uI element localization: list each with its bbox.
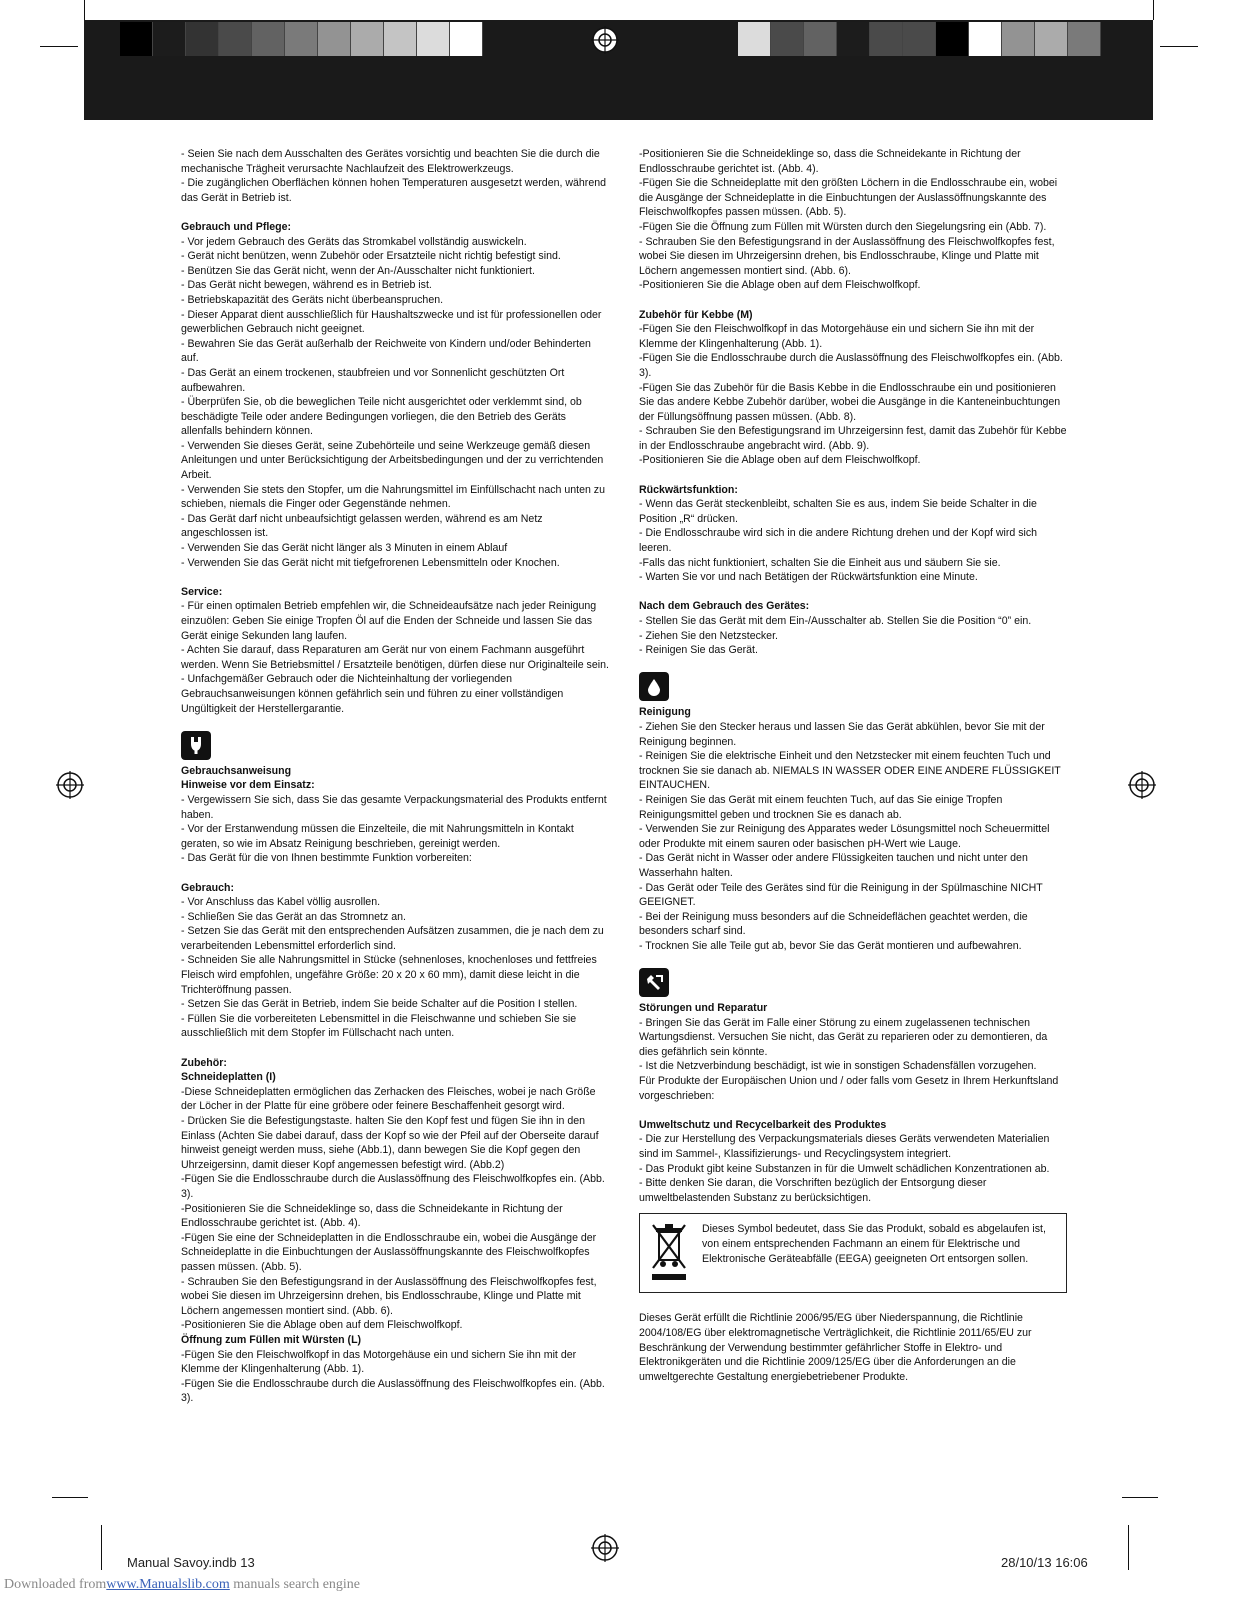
color-swatch <box>771 22 804 56</box>
color-swatch <box>318 22 351 56</box>
left-column <box>181 147 610 1406</box>
list-item: -Fügen Sie die Öffnung zum Füllen mit Würsten durch den Siegelungsring ein (Abb. 7). <box>639 220 1047 233</box>
list-item: - Trocknen Sie alle Teile gut ab, bevor Sie das Gerät montieren und aufbewahren. <box>639 939 1022 952</box>
list-item: - Bringen Sie das Gerät im Falle einer Störung zu einem zugelassenen technischen Wartungsdienst. Versuchen Sie nicht, das Gerät zu reparieren oder zu demontieren, da dies gefährlich sein könnte. <box>639 1016 1048 1058</box>
cleaning-section <box>639 672 1067 953</box>
list-item: - Bei der Reinigung muss besonders auf die Schneideflächen geachtet werden, die besonders scharf sind. <box>639 910 1028 938</box>
crop-mark <box>1160 46 1198 47</box>
list-item: - Das Gerät nicht in Wasser oder andere Flüssigkeiten tauchen und nicht unter den Wasserhahn halten. <box>639 852 1028 879</box>
list-item: -Fügen Sie den Fleischwolfkopf in das Motorgehäuse ein und sichern Sie ihn mit der Klemme der Klingenhalterung (Abb. 1). <box>181 1348 577 1376</box>
list-item: -Positionieren Sie die Ablage oben auf dem Fleischwolfkopf. <box>181 1319 463 1332</box>
wrench-icon <box>639 968 669 997</box>
crop-mark <box>1128 1525 1129 1570</box>
list-item: - Schrauben Sie den Befestigungsrand in der Auslassöffnung des Fleischwolfkopfes fest, wobei Sie diesen im Uhrzeigersinn drehen, bis Endlosschraube, Klinge und Platte mit Löchern angemessen montiert sind. (Abb. 6). <box>181 1275 597 1317</box>
list-item: - Bewahren Sie das Gerät außerhalb der Reichweite von Kindern und/oder Behinderten auf. <box>181 337 591 365</box>
color-swatch <box>903 22 936 56</box>
list-item: - Füllen Sie die vorbereiteten Lebensmittel in die Fleischwanne und schieben Sie sie ausschließlich mit dem Stopfer im Füllschacht nach unten. <box>181 1012 577 1040</box>
list-item: - Schließen Sie das Gerät an das Stromnetz an. <box>181 910 406 923</box>
download-suffix: manuals search engine <box>229 1577 361 1592</box>
list-item: - Für einen optimalen Betrieb empfehlen wir, die Schneideaufsätze nach jeder Reinigung einzuölen: Geben Sie einige Tropfen Öl auf die Enden der Schneide und lassen Sie das Gerät einige Sekunden lang laufen. <box>181 600 597 642</box>
list-item: - Das Gerät an einem trockenen, staubfreien und vor Sonnenlicht geschützten Ort aufbewahren. <box>181 366 565 394</box>
list-item: -Positionieren Sie die Schneideklinge so, dass die Schneidekante in Richtung der Endlosschraube gerichtet ist. (Abb. 4). <box>639 148 1021 175</box>
list-item: - Reinigen Sie das Gerät. <box>639 644 758 657</box>
color-calibration-strip-left <box>120 22 483 56</box>
repair-section <box>639 968 1067 1103</box>
list-item: - Das Gerät nicht bewegen, während es in Betrieb ist. <box>181 279 432 292</box>
crop-mark <box>101 1525 102 1570</box>
section-heading: Rückwärtsfunktion: <box>639 483 738 496</box>
list-item: - Stellen Sie das Gerät mit dem Ein-/Ausschalter ab. Stellen Sie die Position “0” ein. <box>639 615 1032 627</box>
color-swatch <box>837 22 870 56</box>
color-swatch <box>1002 22 1035 56</box>
registration-mark-icon <box>590 25 620 55</box>
download-notice <box>4 1577 360 1593</box>
crop-mark <box>1122 1497 1158 1498</box>
list-item: - Ziehen Sie den Stecker heraus und lassen Sie das Gerät abkühlen, bevor Sie mit der Reinigung beginnen. <box>639 720 1045 748</box>
list-item: - Das Produkt gibt keine Substanzen in für die Umwelt schädlichen Konzentrationen ab. <box>639 1162 1050 1175</box>
color-swatch <box>120 22 153 56</box>
crop-mark <box>40 46 78 47</box>
color-swatch <box>219 22 252 56</box>
crop-mark <box>84 0 85 20</box>
list-item: - Die zur Herstellung des Verpackungsmaterials dieses Geräts verwendeten Materialien sind im Sammel-, Klassifizierungs- und Recyclingsystem integriert. <box>639 1133 1050 1160</box>
list-item: - Bitte denken Sie daran, die Vorschriften bezüglich der Entsorgung dieser umweltbelastenden Substanz zu berücksichtigen. <box>639 1177 987 1204</box>
crossed-bin-icon <box>650 1222 688 1284</box>
section-heading: Reinigung <box>639 706 691 719</box>
section-heading: Störungen und Reparatur <box>639 1002 768 1015</box>
paragraph: - Seien Sie nach dem Ausschalten des Gerätes vorsichtig und beachten Sie die durch die mechanische Trägheit verursachte Nachlaufzeit des Elektrowerkzeugs. <box>181 148 600 175</box>
list-item: - Dieser Apparat dient ausschließlich für Haushaltszwecke und ist für professionellen oder gewerblichen Gebrauch nicht geeignet. <box>181 308 602 336</box>
list-item: - Unfachgemäßer Gebrauch oder die Nichteinhaltung der vorliegenden Gebrauchsanweisungen können gefährlich sein und führen zu einer vollständigen Ungültigkeit der Herstellergarantie. <box>181 673 564 715</box>
list-item: -Fügen Sie eine der Schneideplatten in die Endlosschraube ein, wobei die Ausgänge der Schneideplatte in die Einbuchtungen der Auslassöffnungskannte des Fleischwolfkopfes passen müssen. (Abb. 5). <box>181 1231 597 1273</box>
color-swatch <box>351 22 384 56</box>
list-item: - Reinigen Sie die elektrische Einheit und den Netzstecker mit einem feuchten Tuch und trocknen Sie sie danach ab. NIEMALS IN WASSER ODER EINE ANDERE FLÜSSIGKEIT EINTAUCHEN. <box>639 750 1061 792</box>
list-item: -Positionieren Sie die Schneideklinge so, dass die Schneidekante in Richtung der Endlosschraube gerichtet ist. (Abb. 4). <box>181 1202 563 1230</box>
color-swatch <box>153 22 186 56</box>
crop-mark <box>1153 0 1154 20</box>
list-item: -Fügen Sie die Schneideplatte mit den größten Löchern in die Endlosschraube ein, wobei die Ausgänge der Schneideplatte in die Einbuchtungen der Auslassöffnungskannte des Fleischwolfkopfes passen müssen. (Abb. 5). <box>639 177 1058 219</box>
section-heading: Gebrauch: <box>181 881 234 894</box>
list-item: - Gerät nicht benützen, wenn Zubehör oder Ersatzteile nicht richtig befestigt sind. <box>181 250 561 263</box>
section-heading: Zubehör: <box>181 1056 227 1069</box>
list-item: - Schrauben Sie den Befestigungsrand im Uhrzeigersinn fest, damit das Zubehör für Kebbe in der Endlosschraube angebracht wird. (Abb. 9). <box>639 425 1067 452</box>
section-heading: Zubehör für Kebbe (M) <box>639 308 753 321</box>
list-item: - Vor Anschluss das Kabel völlig ausrollen. <box>181 896 381 909</box>
list-item: -Fügen Sie die Endlosschraube durch die Auslassöffnung des Fleischwolfkopfes ein. (Abb. 3). <box>181 1173 605 1200</box>
directive-text: Dieses Gerät erfüllt die Richtlinie 2006/95/EG über Niederspannung, die Richtlinie 2004/108/EG über elektromagnetische Verträglichkeit, die Richtlinie 2011/65/EU zur Beschränkung der Verwendung bestimmter gefährlicher Stoffe in Elektro- und Elektronikgeräten und die Richtlinie 2009/125/EG über die Anforderungen an die umweltgerechte Gestaltung energiebetriebener Produkte. <box>639 1312 1032 1383</box>
water-drop-icon <box>639 672 669 701</box>
list-item: - Vor jedem Gebrauch des Geräts das Stromkabel vollständig auswickeln. <box>181 235 527 248</box>
kebbe-section <box>639 308 1067 469</box>
list-item: Für Produkte der Europäischen Union und / oder falls vom Gesetz in Ihrem Herkunftsland vorgeschrieben: <box>639 1075 1059 1102</box>
color-swatch <box>417 22 450 56</box>
color-swatch <box>252 22 285 56</box>
list-item: - Reinigen Sie das Gerät mit einem feuchten Tuch, auf das Sie einige Tropfen Reinigungsmittel geben und trocknen Sie es danach ab. <box>639 793 1003 821</box>
color-swatch <box>384 22 417 56</box>
weee-notice-box <box>639 1213 1067 1293</box>
list-item: - Verwenden Sie zur Reinigung des Apparates weder Lösungsmittel noch Scheuermittel oder Produkte mit einem sauren oder basischen pH-Wert wie Lauge. <box>639 823 1050 850</box>
file-info: Manual Savoy.indb 13 <box>127 1555 255 1570</box>
list-item: -Fügen Sie die Endlosschraube durch die Auslassöffnung des Fleischwolfkopfes ein. (Abb. 3). <box>639 352 1063 379</box>
list-item: - Betriebskapazität des Geräts nicht überbeanspruchen. <box>181 293 444 306</box>
list-item: - Achten Sie darauf, dass Reparaturen am Gerät nur von einem Fachmann ausgeführt werden. Wenn Sie Betriebsmittel / Ersatzteile benötigen, dürfen diese nur Originalteile sein. <box>181 644 609 671</box>
list-item: -Fügen Sie den Fleischwolfkopf in das Motorgehäuse ein und sichern Sie ihn mit der Klemme der Klingenhalterung (Abb. 1). <box>639 323 1035 350</box>
section-heading: Gebrauch und Pflege: <box>181 220 292 233</box>
section-heading: Nach dem Gebrauch des Gerätes: <box>639 600 810 613</box>
section-subheading: Hinweise vor dem Einsatz: <box>181 779 315 792</box>
use-section <box>181 881 610 1042</box>
reverse-section <box>639 483 1067 585</box>
color-swatch <box>450 22 483 56</box>
section-heading: Umweltschutz und Recycelbarkeit des Produktes <box>639 1118 887 1131</box>
section-subheading: Schneideplatten (I) <box>181 1071 276 1084</box>
list-item: -Fügen Sie das Zubehör für die Basis Kebbe in die Endlosschraube ein und positionieren Sie das andere Kebbe Zubehör darüber, wobei die Ausgänge in die Kanteneinbuchtungen der Füllungsöffnung passen müssen. (Abb. 8). <box>639 381 1061 423</box>
weee-text: Dieses Symbol bedeutet, dass Sie das Produkt, sobald es abgelaufen ist, von einem entsprechenden Fachmann an einem für Elektrische und Elektronische Geräteabfälle (EEGA) geeigneten Ort entsorgen sollen. <box>702 1223 1046 1265</box>
list-item: - Schrauben Sie den Befestigungsrand in der Auslassöffnung des Fleischwolfkopfes fest, wobei Sie diesen im Uhrzeigersinn drehen, bis Endlosschraube, Klinge und Platte mit Löchern angemessen montiert sind. (Abb. 6). <box>639 235 1055 277</box>
list-item: - Verwenden Sie dieses Gerät, seine Zubehörteile und seine Werkzeuge gemäß diesen Anleitungen und unter Berücksichtigung der Arbeitsbedingungen und der zu verrichtenden Arbeit. <box>181 439 604 482</box>
print-date: 28/10/13 16:06 <box>1001 1555 1088 1570</box>
color-swatch <box>1035 22 1068 56</box>
list-item: - Das Gerät für die von Ihnen bestimmte Funktion vorbereiten: <box>181 852 472 865</box>
list-item: - Verwenden Sie das Gerät nicht mit tiefgefrorenen Lebensmitteln oder Knochen. <box>181 556 560 569</box>
crop-mark <box>52 1497 88 1498</box>
plug-icon <box>181 731 211 760</box>
list-item: - Setzen Sie das Gerät mit den entsprechenden Aufsätzen zusammen, die je nach dem zu verarbeitenden Lebensmittel erforderlich sind. <box>181 925 604 952</box>
list-item: - Verwenden Sie stets den Stopfer, um die Nahrungsmittel im Einfüllschacht nach unten zu schieben, niemals die Finger oder Gegenstände nehmen. <box>181 483 605 511</box>
list-item: - Ziehen Sie den Netzstecker. <box>639 629 778 642</box>
accessories-section <box>181 1056 610 1406</box>
list-item: - Drücken Sie die Befestigungstaste. halten Sie den Kopf fest und fügen Sie ihn in den Einlass (Achten Sie dabei darauf, dass der Kopf so wie der Pfeil auf der Oberseite darauf hinweist geneigt werden muss, siehe (Abb.1), dann bewegen Sie die Kopf gegen den Uhrzeigersinn, damit dieser Kopf angemessen befestigt wird. (Abb.2) <box>181 1115 599 1171</box>
list-item: - Vor der Erstanwendung müssen die Einzelteile, die mit Nahrungsmitteln in Kontakt geraten, so wie im Absatz Reinigung beschrieben, gereinigt werden. <box>181 823 574 850</box>
download-prefix: Downloaded from <box>4 1577 107 1592</box>
paragraph: - Die zugänglichen Oberflächen können hohen Temperaturen ausgesetzt werden, während das Gerät in Betrieb ist. <box>181 177 607 204</box>
environment-section <box>639 1118 1067 1206</box>
registration-mark-icon <box>55 770 85 800</box>
list-item: -Diese Schneideplatten ermöglichen das Zerhacken des Fleisches, wobei je nach Größe der Löcher in der Platte für eine gröbere oder feinere Beschaffenheit gesorgt wird. <box>181 1085 596 1113</box>
service-section <box>181 585 610 716</box>
list-item: - Benützen Sie das Gerät nicht, wenn der An-/Ausschalter nicht funktioniert. <box>181 264 535 277</box>
list-item: - Die Endlosschraube wird sich in die andere Richtung drehen und der Kopf wird sich leeren. <box>639 527 1038 555</box>
list-item: - Warten Sie vor und nach Betätigen der Rückwärtsfunktion eine Minute. <box>639 571 978 584</box>
manualslib-link[interactable]: www.Manualslib.com <box>106 1577 230 1592</box>
list-item: -Falls das nicht funktioniert, schalten Sie die Einheit aus und säubern Sie sie. <box>639 556 1001 569</box>
registration-mark-icon <box>1127 770 1157 800</box>
care-section <box>181 220 610 570</box>
list-item: -Positionieren Sie die Ablage oben auf dem Fleischwolfkopf. <box>639 454 921 467</box>
color-swatch <box>936 22 969 56</box>
color-calibration-strip-right <box>738 22 1101 56</box>
list-item: - Verwenden Sie das Gerät nicht länger als 3 Minuten in einem Ablauf <box>181 542 508 555</box>
registration-mark-icon <box>590 1533 620 1563</box>
section-heading: Service: <box>181 585 223 598</box>
right-column <box>639 147 1067 1384</box>
instructions-section <box>181 731 610 866</box>
list-item: - Überprüfen Sie, ob die beweglichen Teile nicht ausgerichtet oder verklemmt sind, ob beschädigte Teile oder andere Bedingungen vorliegen, die den Betrieb des Geräts allenfalls behindern können. <box>181 396 582 438</box>
intro-section <box>181 147 610 205</box>
list-item: - Das Gerät oder Teile des Gerätes sind für die Reinigung in der Spülmaschine NICHT GEEIGNET. <box>639 881 1043 909</box>
list-item: - Ist die Netzverbindung beschädigt, ist wie in sonstigen Schadensfällen vorzugehen. <box>639 1060 1037 1073</box>
color-swatch <box>804 22 837 56</box>
list-item: - Schneiden Sie alle Nahrungsmittel in Stücke (sehnenloses, knochenloses und fettfreies Fleisch wird empfohlen, ungefähre Größe: 20 x 20 x 60 mm), damit diese leicht in die Trichteröffnung passen. <box>181 954 597 996</box>
color-swatch <box>738 22 771 56</box>
color-swatch <box>285 22 318 56</box>
color-swatch <box>870 22 903 56</box>
section-heading: Gebrauchsanweisung <box>181 764 292 777</box>
list-item: - Das Gerät darf nicht unbeaufsichtigt gelassen werden, während es am Netz angeschlossen ist. <box>181 512 543 540</box>
color-swatch <box>186 22 219 56</box>
list-item: -Fügen Sie die Endlosschraube durch die Auslassöffnung des Fleischwolfkopfes ein. (Abb. 3). <box>181 1377 605 1405</box>
list-item: - Setzen Sie das Gerät in Betrieb, indem Sie beide Schalter auf die Position I stellen. <box>181 998 578 1011</box>
list-item: - Wenn das Gerät steckenbleibt, schalten Sie es aus, indem Sie beide Schalter in die Position „R“ drücken. <box>639 498 1037 525</box>
list-item: - Vergewissern Sie sich, dass Sie das gesamte Verpackungsmaterial des Produkts entfernt haben. <box>181 793 607 821</box>
after-use-section <box>639 599 1067 657</box>
section-subheading: Öffnung zum Füllen mit Würsten (L) <box>181 1333 362 1346</box>
color-swatch <box>969 22 1002 56</box>
sausage-continued-section <box>639 147 1067 293</box>
list-item: -Positionieren Sie die Ablage oben auf dem Fleischwolfkopf. <box>639 279 921 292</box>
color-swatch <box>1068 22 1101 56</box>
